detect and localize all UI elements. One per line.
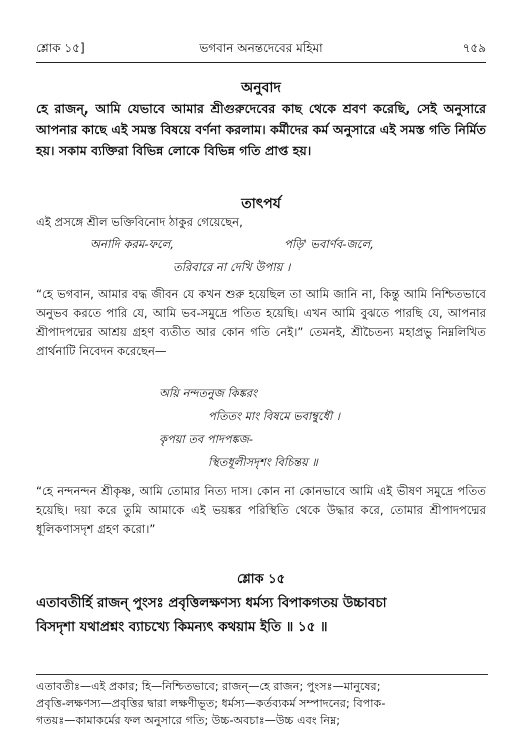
page-number: ৭৫৯: [462, 41, 486, 55]
synonyms-rule: [36, 674, 488, 675]
translation-heading: অনুবাদ: [241, 80, 281, 96]
sanskrit-verse-line-4: স্থিতধূলীসদৃশং বিচিন্তয় ॥: [208, 455, 318, 469]
synonyms-line-2: প্রবৃত্তি-লক্ষণস্য—প্রবৃত্তির দ্বারা লক্ষণীভূত; ধর্মস্য—কর্তব্যকর্ম সম্পাদনের; বিপাক-: [36, 697, 386, 710]
song-line-1a: অনাদি করম-ফলে,: [90, 237, 174, 251]
song-line-2: তরিবারে না দেখি উপায় ।: [173, 260, 291, 274]
translation-text: হে রাজন্, আমি যেভাবে আমার শ্রীগুরুদেবের কাছ থেকে শ্রবণ করেছি, সেই অনুসারে আপনার কাছে এই সমস্ত বিষয়ে বর্ণনা করলাম। কর্মীদের কর্ম অনুসারে এই সমস্ত গতি নির্মিত হয়। সকাম ব্যক্তিরা বিভিন্ন লোকে বিভিন্ন গতি প্রাপ্ত হয়।: [36, 101, 486, 158]
verse-number-heading: শ্লোক ১৫: [236, 572, 286, 587]
purport-intro: এই প্রসঙ্গে শ্রীল ভক্তিবিনোদ ঠাকুর গেয়েছেন,: [36, 215, 243, 229]
header-rule: [36, 62, 486, 63]
purport-heading: তাৎপর্য: [241, 196, 281, 212]
purport-paragraph-1: “হে ভগবান, আমার বদ্ধ জীবন যে কখন শুরু হয়েছিল তা আমি জানি না, কিন্তু আমি নিশ্চিতভাবে অনুভব করতে পারি যে, আমি ভব-সমুদ্রে পতিত হয়েছি। এখন আমি বুঝতে পারছি যে, আপনার শ্রীপাদপদ্মের আশ্রয় গ্রহণ ব্যতীত আর কোন গতি নেই।” তেমনই, শ্রীচৈতন্য মহাপ্রভু নিম্নলিখিত প্রার্থনাটি নিবেদন করেছেন—: [36, 287, 486, 358]
word-for-word-synonyms: [36, 678, 488, 729]
synonyms-line-1: এতাবতীঃ—এই প্রকার; হি—নিশ্চিতভাবে; রাজন্—হে রাজন; পুংসঃ—মানুষের;: [36, 680, 381, 693]
sanskrit-verse-line-3: কৃপয়া তব পাদপঙ্কজ-: [159, 432, 254, 446]
header-chapter-title: ভগবান অনন্তদেবের মহিমা: [199, 41, 323, 55]
sanskrit-verse-line-1: অয়ি নন্দতনুজ কিঙ্করং: [159, 386, 258, 400]
running-header: [36, 40, 486, 62]
song-line-1b: পড়ি' ভবার্ণব-জলে,: [284, 237, 374, 251]
verse-text-line-1: এতাবতীর্হি রাজন্ পুংসঃ প্রবৃত্তিলক্ষণস্য ধর্মস্য বিপাকগতয় উচ্চাবচা: [36, 596, 387, 611]
sanskrit-verse-line-2: পতিতং মাং বিষমে ভবাম্বুধৌ ।: [208, 409, 340, 423]
synonyms-line-3: গতয়ঃ—কামাকর্মের ফল অনুসারে গতি; উচ্চ-অবচাঃ—উচ্চ এবং নিম্ন;: [36, 714, 341, 727]
header-verse-ref: শ্লোক ১৫]: [36, 41, 85, 55]
purport-paragraph-2: “হে নন্দনন্দন শ্রীকৃষ্ণ, আমি তোমার নিত্য দাস। কোন না কোনভাবে আমি এই ভীষণ সমুদ্রে পতিত হয়েছি। দয়া করে তুমি আমাকে এই ভয়ঙ্কর পরিস্থিতি থেকে উদ্ধার করে, তোমার শ্রীপাদপদ্মের ধূলিকণাসদৃশ গ্রহণ করো।”: [36, 484, 486, 536]
verse-text-line-2: বিসদৃশা যথাপ্রশ্নং ব্যাচখ্যে কিমন্যৎ কথয়াম ইতি ॥ ১৫ ॥: [36, 620, 328, 635]
